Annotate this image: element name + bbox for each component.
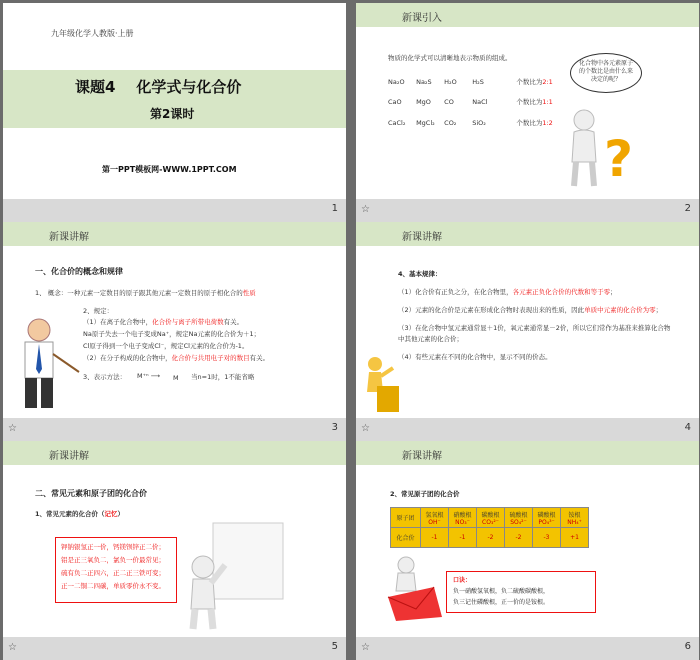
ratio-value: 2:1 xyxy=(542,78,553,86)
section-title: 二、常见元素和原子团的化合价 xyxy=(35,489,147,498)
table-cell xyxy=(449,508,477,528)
formula: Na₂O xyxy=(388,78,405,86)
slide-thumbnail-1[interactable] xyxy=(3,3,346,222)
slide-footer xyxy=(356,418,699,441)
formula: H₂O xyxy=(444,78,457,86)
lesson-label: 第2课时 xyxy=(150,107,195,121)
rhyme-box xyxy=(55,537,177,603)
formula: H₂S xyxy=(472,78,484,86)
law-3: （3）在化合物中氢元素通常显＋1价，氧元素通常显－2价，所以它们常作为基准来推算化合物 xyxy=(398,324,671,332)
valence-cell: +1 xyxy=(561,528,589,548)
speaker-figure-icon xyxy=(361,354,405,414)
law-1 xyxy=(398,287,617,296)
slide-thumbnail-5[interactable] xyxy=(3,441,346,660)
slide-canvas xyxy=(3,441,346,637)
text-run: 单质中元素的化合价为零 xyxy=(584,306,656,314)
radical-name: 铵根 xyxy=(568,511,581,519)
slide-thumbnail-6[interactable] xyxy=(356,441,699,660)
slide-header xyxy=(356,441,699,465)
formula-row-3 xyxy=(388,118,553,127)
rhyme-line: 硫有负二正四六，正二正三铁可变； xyxy=(61,569,165,577)
site-label: 第一PPT模板网-WWW.1PPT.COM xyxy=(102,165,237,174)
formula: CO xyxy=(444,98,454,106)
radical-name: 硝酸根 xyxy=(453,511,472,519)
ratio-value: 1:1 xyxy=(542,98,553,106)
thought-bubble xyxy=(570,53,642,93)
text-run: 各元素正负化合价的代数和等于零 xyxy=(512,288,611,296)
formula: CaCl₂ xyxy=(388,119,406,127)
header-label: 新课讲解 xyxy=(402,232,442,243)
ion-formula: PO₄³⁻ xyxy=(538,518,555,526)
text-run: 化合价与共用电子对的数目 xyxy=(171,354,250,362)
notation-arrow: M⁺ⁿ ⟶ xyxy=(137,372,161,380)
law-4: （4）有些元素在不同的化合物中，显示不同的价态。 xyxy=(398,353,552,361)
table-row xyxy=(391,528,589,548)
row-label: 原子团 xyxy=(391,508,421,528)
rhyme-line: 钾钠银氢正一价，钙镁钡锌正二价； xyxy=(61,543,165,551)
ion-formula: CO₃²⁻ xyxy=(482,518,499,526)
text-run: 性质 xyxy=(242,289,256,297)
radical-name: 氢氧根 xyxy=(425,511,444,519)
text-run: ； xyxy=(610,288,617,296)
slide-header xyxy=(3,441,346,465)
star-icon: ☆ xyxy=(361,423,370,434)
slide-footer xyxy=(3,199,346,222)
text-run: 1、常见元素的化合价（ xyxy=(35,510,105,518)
slide-canvas xyxy=(3,3,346,199)
envelope-figure-icon xyxy=(382,553,448,623)
ratio-prefix: 个数比为 xyxy=(516,119,543,127)
ratio-prefix: 个数比为 xyxy=(516,98,543,106)
formula: CaO xyxy=(388,98,402,106)
text-run: （2）在分子构成的化合物中， xyxy=(83,354,172,362)
ratio-value: 1:2 xyxy=(542,119,553,127)
ion-formula: NO₃⁻ xyxy=(455,518,470,526)
rhyme-line: 铝是正三氧负二，氯负一价最常见； xyxy=(61,556,165,564)
table-cell xyxy=(421,508,449,528)
valence-cell: -2 xyxy=(477,528,505,548)
tip-line: 负三记住磷酸根，正一价的是铵根。 xyxy=(453,599,550,606)
valence-cell: -2 xyxy=(505,528,533,548)
slide-number: 6 xyxy=(684,641,691,652)
slide-number: 4 xyxy=(684,422,691,433)
star-icon: ☆ xyxy=(361,204,370,215)
table-cell xyxy=(477,508,505,528)
section-title: 一、化合价的概念和规律 xyxy=(35,267,123,276)
text-run: ； xyxy=(655,306,663,314)
tip-title: 口诀： xyxy=(453,577,472,584)
slide-number: 2 xyxy=(684,203,691,214)
text-run: 有关。 xyxy=(249,354,270,362)
table-title: 2、常见原子团的化合价 xyxy=(390,490,460,498)
formula: MgO xyxy=(416,98,431,106)
formula: SiO₂ xyxy=(472,119,486,127)
radical-name: 硫酸根 xyxy=(509,511,528,519)
rule-1 xyxy=(83,317,243,326)
valence-cell: -3 xyxy=(533,528,561,548)
slide-footer xyxy=(3,418,346,441)
text-run: 记忆 xyxy=(104,510,118,518)
tip-box xyxy=(446,571,596,613)
subject-label: 九年级化学人教版·上册 xyxy=(51,29,134,38)
header-label: 新课讲解 xyxy=(49,232,89,243)
slide-canvas xyxy=(356,222,699,418)
slide-canvas xyxy=(356,441,699,637)
notation-label: 3、表示方法： xyxy=(83,373,127,381)
rule-1-cl: Cl原子得到一个电子变成Cl⁻，规定Cl元素的化合价为-1。 xyxy=(83,342,249,350)
star-icon: ☆ xyxy=(361,642,370,653)
concept-text xyxy=(35,288,256,297)
notation-m: M xyxy=(173,374,179,382)
bubble-text: 化合物中各元素原子的个数比是由什么来决定的呢？ xyxy=(579,60,634,83)
rule-1-na: Na原子失去一个电子变成Na⁺，规定Na元素的化合价为＋1； xyxy=(83,330,261,338)
text-run: 化合价与离子所带电荷数 xyxy=(152,318,224,326)
slide-number: 1 xyxy=(331,203,338,214)
slide-thumbnail-4[interactable] xyxy=(356,222,699,441)
table-cell xyxy=(505,508,533,528)
ion-formula: SO₄²⁻ xyxy=(510,518,527,526)
text-run: （1）在离子化合物中， xyxy=(83,318,153,326)
formula: MgCl₂ xyxy=(416,119,435,127)
sub-title xyxy=(35,509,124,518)
formula: Na₂S xyxy=(416,78,432,86)
radical-name: 碳酸根 xyxy=(481,511,500,519)
slide-canvas xyxy=(356,3,699,199)
slide-header xyxy=(356,222,699,246)
whiteboard-figure-icon xyxy=(183,521,293,633)
notation-note: 当n=1时，1不能省略 xyxy=(191,373,255,381)
formula: NaCl xyxy=(472,98,488,106)
text-run: ） xyxy=(117,510,125,518)
ratio-prefix: 个数比为 xyxy=(516,78,543,86)
radical-table xyxy=(390,507,589,548)
slide-thumbnail-2[interactable] xyxy=(356,3,699,222)
ion-formula: OH⁻ xyxy=(428,518,441,526)
header-label: 新课讲解 xyxy=(49,451,89,462)
valence-cell: -1 xyxy=(449,528,477,548)
formula-row-2 xyxy=(388,97,553,106)
law-3-cont: 中其他元素的化合价； xyxy=(398,335,463,343)
teacher-figure-icon xyxy=(11,314,81,414)
table-cell xyxy=(561,508,589,528)
slide-header xyxy=(3,222,346,246)
rules-title: 4、基本规律： xyxy=(398,270,442,278)
valence-cell: -1 xyxy=(421,528,449,548)
slide-canvas xyxy=(3,222,346,418)
text-run: 有关。 xyxy=(223,318,244,326)
radical-name: 磷酸根 xyxy=(537,511,556,519)
header-label: 新课引入 xyxy=(402,13,442,24)
law-2 xyxy=(398,305,662,314)
tip-line: 负一硝酸氢氧根，负二硫酸碳酸根， xyxy=(453,588,550,595)
rule-2 xyxy=(83,353,269,362)
slide-number: 3 xyxy=(331,422,338,433)
slide-number: 5 xyxy=(331,641,338,652)
slide-title: 课题4 化学式与化合价 xyxy=(75,78,242,96)
text-run: （2）元素的化合价是元素在形成化合物时表现出来的性质，因此 xyxy=(398,306,585,314)
star-icon: ☆ xyxy=(8,642,17,653)
slide-footer xyxy=(356,199,699,222)
rhyme-line: 正一二铜二四碳，单质零价永不变。 xyxy=(61,582,165,590)
header-label: 新课讲解 xyxy=(402,451,442,462)
intro-text: 物质的化学式可以清晰地表示物质的组成。 xyxy=(388,54,512,62)
ion-formula: NH₄⁺ xyxy=(567,518,582,526)
slide-header xyxy=(356,3,699,27)
formula-row-1 xyxy=(388,77,553,86)
rule-label: 2、规定： xyxy=(83,307,114,315)
thinking-figure-icon xyxy=(556,98,636,193)
star-icon: ☆ xyxy=(8,423,17,434)
text-run: 1、 概念：一种元素一定数目的原子跟其他元素一定数目的原子相化合的 xyxy=(35,289,243,297)
text-run: （1）化合价有正负之分，在化合物里， xyxy=(398,288,513,296)
svg-text:?: ? xyxy=(604,130,634,188)
slide-thumbnail-3[interactable] xyxy=(3,222,346,441)
table-cell xyxy=(533,508,561,528)
row-label: 化合价 xyxy=(391,528,421,548)
formula: CO₂ xyxy=(444,119,457,127)
table-row xyxy=(391,508,589,528)
